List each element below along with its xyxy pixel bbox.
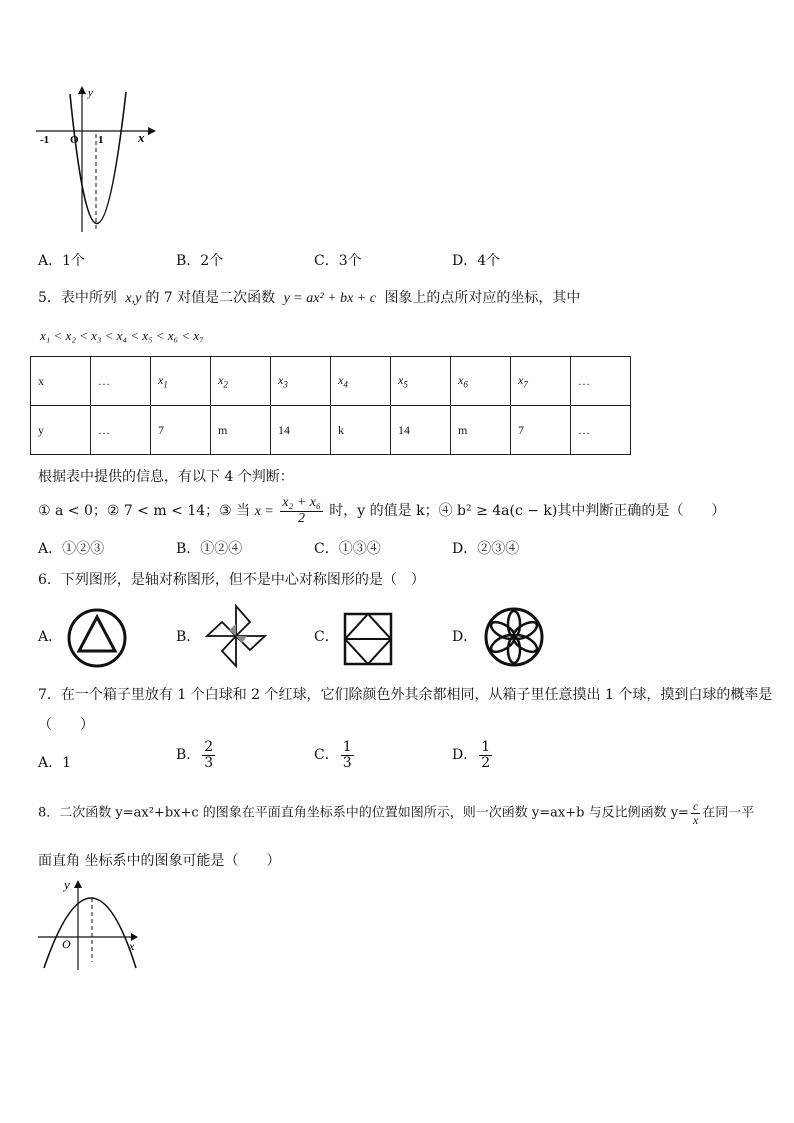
q5-statement: 5．表中所列 x,y 的 7 对值是二次函数 y = ax² + bx + c 图象上的点所对应的坐标，其中 bbox=[38, 290, 581, 306]
q6-option-d[interactable]: D． bbox=[452, 629, 478, 645]
parabola-graph-q8 bbox=[36, 876, 140, 974]
q5-judgments: ① a < 0；② 7 < m < 14；③ 当 x = $\frac{\text{x₂ + x₆}}{2}$ 时，y 的值是 k；④ b² ≥ 4a(c − k)其中判断正确的是（ ） bbox=[38, 495, 726, 526]
one-label: 1 bbox=[98, 134, 104, 146]
q5-option-d[interactable]: D．②③④ bbox=[452, 541, 520, 557]
q4-option-c[interactable]: C．3个 bbox=[314, 253, 362, 269]
q6-option-a[interactable]: A． bbox=[38, 629, 63, 645]
x-axis-label: x bbox=[138, 130, 145, 145]
q5-info: 根据表中提供的信息，有以下 4 个判断： bbox=[38, 469, 294, 485]
q5-value-table bbox=[30, 356, 631, 455]
q5-option-a[interactable]: A．①②③ bbox=[38, 541, 105, 557]
origin-label-2: O bbox=[62, 937, 71, 951]
q4-option-b[interactable]: B．2个 bbox=[176, 253, 224, 269]
circle-triangle-icon[interactable] bbox=[66, 607, 128, 669]
q8-statement-cont: 面直角 坐标系中的图象可能是（ ） bbox=[38, 853, 281, 869]
q7-option-c[interactable]: C． $\frac{1}{3}$ bbox=[314, 739, 352, 771]
q5-option-c[interactable]: C．①③④ bbox=[314, 541, 381, 557]
square-diamond-icon[interactable] bbox=[343, 612, 393, 666]
q7-blank: （ ） bbox=[38, 717, 94, 733]
q5-condition: x₁ < x₂ < x₃ < x₄ < x₅ < x₆ < x₇ bbox=[40, 328, 204, 343]
x-axis-label-2: x bbox=[129, 939, 135, 953]
flower-circle-icon[interactable] bbox=[483, 606, 545, 668]
table-row-x: x … $x_1$ $x_2$ $x_3$ $x_4$ $x_5$ $x_6$ $x_7$ … bbox=[31, 357, 631, 406]
q6-option-c[interactable]: C． bbox=[314, 629, 339, 645]
q5-option-b[interactable]: B．①②④ bbox=[176, 541, 243, 557]
pinwheel-icon[interactable] bbox=[205, 604, 267, 668]
q6-option-b[interactable]: B． bbox=[176, 629, 201, 645]
q7-option-b[interactable]: B． $\frac{2}{3}$ bbox=[176, 739, 214, 771]
q8-statement: 8．二次函数 y=ax²+bx+c 的图象在平面直角坐标系中的位置如图所示，则一次函数 y=ax+b 与反比例函数 y= $\frac{c}{x}$ 在同一平 bbox=[38, 799, 755, 827]
parabola-graph-q4 bbox=[30, 82, 160, 237]
q7-statement: 7．在一个箱子里放有 1 个白球和 2 个红球，它们除颜色外其余都相同，从箱子里任意摸出 1 个球，摸到白球的概率是 bbox=[38, 687, 773, 703]
q7-option-a[interactable]: A．1 bbox=[38, 755, 72, 771]
table-row-y: y … 7 m 14 k 14 m 7 … bbox=[31, 406, 631, 455]
q6-statement: 6．下列图形，是轴对称图形，但不是中心对称图形的是（ ） bbox=[38, 572, 425, 588]
neg-one-label: -1 bbox=[40, 134, 50, 146]
origin-label: O bbox=[70, 134, 79, 146]
q4-option-d[interactable]: D．4个 bbox=[452, 253, 501, 269]
q7-option-d[interactable]: D． $\frac{1}{2}$ bbox=[452, 739, 491, 771]
y-axis-label: y bbox=[88, 87, 93, 99]
y-axis-label-2: y bbox=[64, 877, 70, 892]
q4-option-a[interactable]: A．1个 bbox=[38, 253, 86, 269]
